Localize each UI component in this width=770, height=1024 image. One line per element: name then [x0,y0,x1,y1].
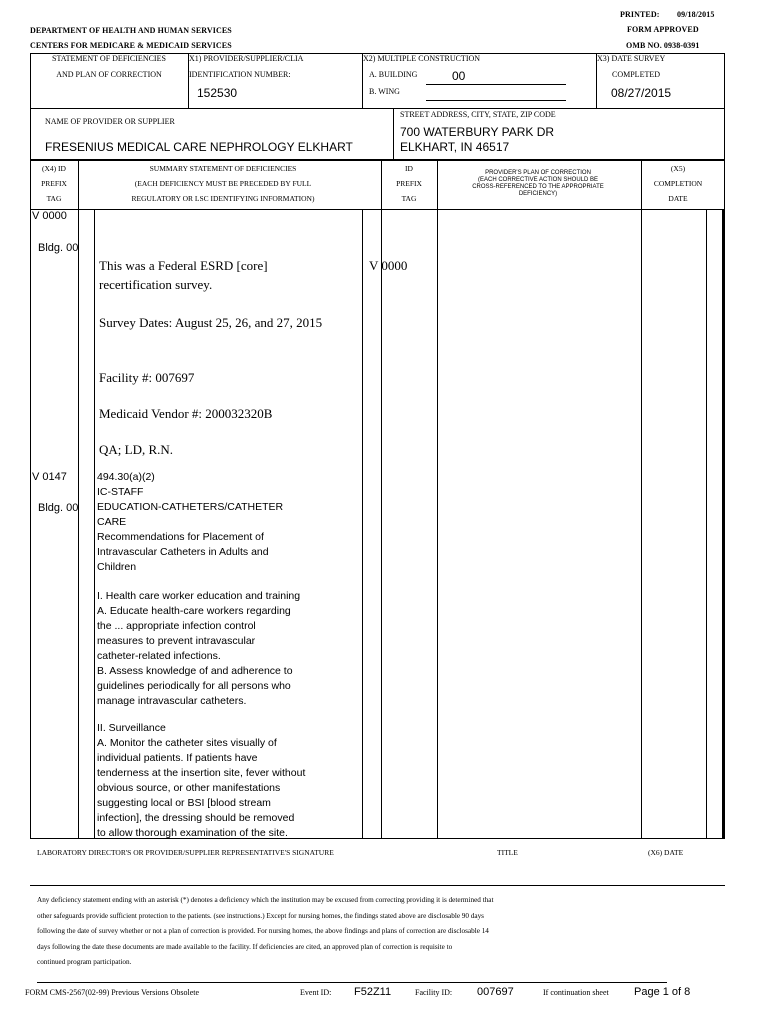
summary-header-3: REGULATORY OR LSC IDENTIFYING INFORMATION) [131,194,315,203]
x5-header-2: COMPLETION [653,179,703,188]
section-surveillance: II. Surveillance A. Monitor the catheter sites visually of individual patients. If patients have tenderness at the insertion site, fever without obvious source, or other manifestations suggesting local or BSI [blood stream infection], the dressing should be removed to allow thorough examination of the site. [97,722,306,839]
facility-id-value: 007697 [477,986,514,998]
id-header-3: TAG [401,194,417,203]
facility-id-label: Facility ID: [415,988,453,997]
survey-date-value: 08/27/2015 [611,86,672,100]
plan-header [438,170,638,198]
x1-label-1: X1) PROVIDER/SUPPLIER/CLIA [189,54,304,63]
section-education: I. Health care worker education and training A. Educate health-care workers regarding the ... appropriate infection control measures to prevent intravascular catheter-related infections. B. Assess knowledge of and adherence to guidelines periodically for all persons who manage intravascular catheters. [97,590,301,707]
footnote-line-4: days following the date these documents are made available to the facility. If deficiencies are cited, an approved plan of correction is requisite to [37,942,453,951]
qa-surveyor: QA; LD, R.N. [99,442,174,457]
prefix-tag-1: V 0000 [32,210,67,222]
footnote-line-2: other safeguards provide sufficient protection to the patients. (see instructions.) Except for nursing homes, the findings stated above are disclosable 90 days [37,911,484,920]
survey-description: This was a Federal ESRD [core] recertification survey. [99,258,268,292]
x4-header-3: TAG [46,194,62,203]
printed-label: PRINTED: [620,10,660,19]
address-line-1: 700 WATERBURY PARK DR [400,125,555,139]
x4-header-1: (X4) ID [42,164,66,173]
footnote-line-3: following the date of survey whether or not a plan of correction is provided. For nursing homes, the above findings and plans of correction are disclosable 14 [37,927,489,935]
provider-name-label: NAME OF PROVIDER OR SUPPLIER [45,117,175,126]
facility-number: Facility #: 007697 [99,370,195,385]
x1-label-2: IDENTIFICATION NUMBER: [189,70,291,79]
x3-label-1: X3) DATE SURVEY [597,54,666,63]
plan-header-1: PROVIDER'S PLAN OF CORRECTION [485,170,591,176]
plan-header-2: (EACH CORRECTIVE ACTION SHOULD BE [477,177,599,183]
address-line-2: ELKHART, IN 46517 [400,140,510,154]
provider-id-value: 152530 [197,86,238,100]
page-number: Page 1 of 8 [634,986,691,998]
omb-number: OMB NO. 0938-0391 [626,41,700,50]
x4-header-2: PREFIX [41,179,67,188]
building-value: 00 [452,69,466,83]
summary-header-2: (EACH DEFICIENCY MUST BE PRECEDED BY FULL [134,179,312,188]
address-label: STREET ADDRESS, CITY, STATE, ZIP CODE [400,110,556,119]
medicaid-vendor: Medicaid Vendor #: 200032320B [99,406,273,421]
statement-label-1: STATEMENT OF DEFICIENCIES [52,54,166,63]
footnote-line-1: Any deficiency statement ending with an asterisk (*) denotes a deficiency which the institution may be excused from correcting providing it is determined that [37,896,494,904]
summary-header-1: SUMMARY STATEMENT OF DEFICIENCIES [149,164,297,173]
provider-name-value: FRESENIUS MEDICAL CARE NEPHROLOGY ELKHART [45,140,353,154]
plan-header-3: CROSS-REFERENCED TO THE APPROPRIATE [472,184,604,190]
department-title: DEPARTMENT OF HEALTH AND HUMAN SERVICES [30,26,232,35]
right-prefix-tag-1: V 0000 [369,258,408,273]
plan-header-4: DEFICIENCY) [518,191,558,197]
form-approved: FORM APPROVED [627,25,699,34]
footnote [37,893,717,971]
wing-label: B. WING [369,87,400,96]
id-header-2: PREFIX [396,179,422,188]
prefix-tag-2: V 0147 [32,471,67,483]
regulation-text: 494.30(a)(2) IC-STAFF EDUCATION-CATHETERS/CATHETER CARE Recommendations for Placement of Intravascular Catheters in Adults and Children [97,471,284,573]
continuation-label: If continuation sheet [543,988,609,997]
x5-header-3: DATE [668,194,688,203]
cms-title: CENTERS FOR MEDICARE & MEDICAID SERVICES [30,41,232,50]
date-label: (X6) DATE [648,848,684,857]
event-id-label: Event ID: [300,988,332,997]
statement-label-2: AND PLAN OF CORRECTION [56,70,162,79]
building-tag-1: Bldg. 00 [38,242,79,254]
x5-header-1: (X5) [670,164,686,173]
building-tag-2: Bldg. 00 [38,502,79,514]
title-label: TITLE [497,848,518,857]
building-label: A. BUILDING [369,70,418,79]
x3-label-2: COMPLETED [612,70,660,79]
id-header-1: ID [405,164,413,173]
x2-label: X2) MULTIPLE CONSTRUCTION [363,54,481,63]
event-id-value: F52Z11 [354,986,392,998]
survey-dates: Survey Dates: August 25, 26, and 27, 2015 [99,315,323,330]
form-identifier: FORM CMS-2567(02-99) Previous Versions Obsolete [25,988,200,997]
printed-date: 09/18/2015 [677,10,715,19]
footnote-line-5: continued program participation. [37,958,132,966]
signature-label: LABORATORY DIRECTOR'S OR PROVIDER/SUPPLIER REPRESENTATIVE'S SIGNATURE [37,848,334,857]
